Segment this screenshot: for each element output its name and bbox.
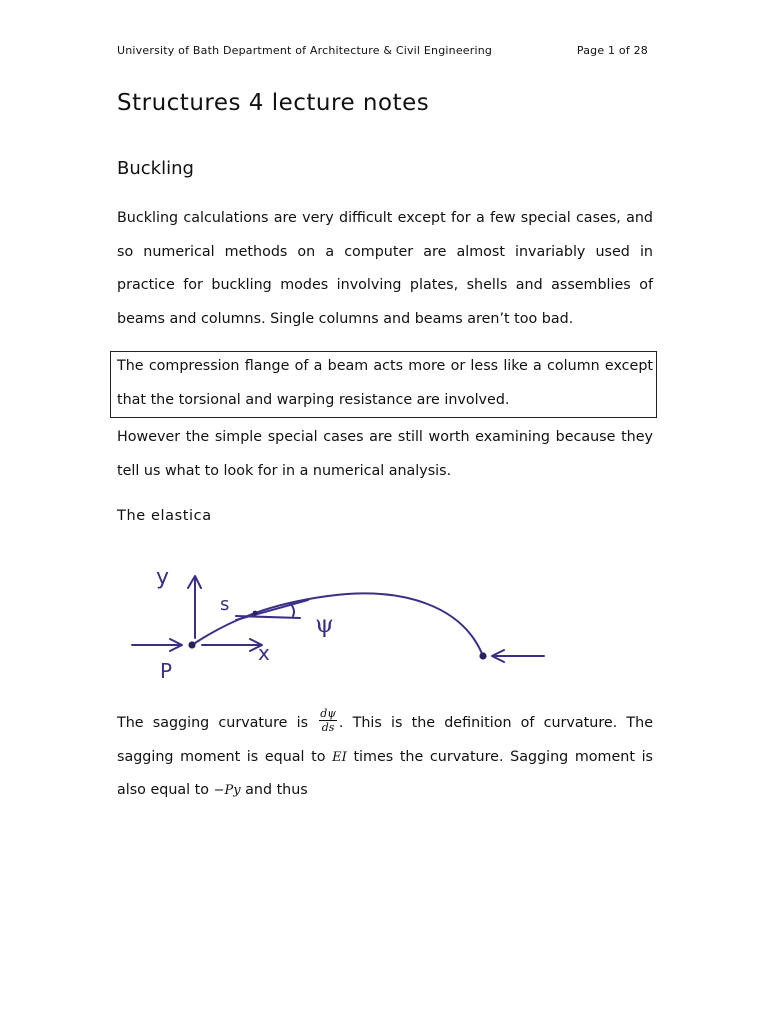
dpsi-ds-fraction (319, 707, 337, 734)
document-title: Structures 4 lecture notes (117, 90, 430, 116)
boxed-note-text: The compression flange of a beam acts more or less like a column except that the torsional and warping resistance are involved. (117, 358, 653, 408)
y-axis-arrow (188, 576, 201, 638)
elastica-curve (192, 594, 483, 657)
elastica-sketch (118, 546, 558, 686)
fraction-denominator: ds (321, 720, 335, 734)
right-load-arrow (492, 650, 544, 662)
section-heading: Buckling (117, 158, 194, 179)
right-end-point (479, 652, 486, 659)
boxed-note (110, 351, 657, 418)
paragraph-intro: Buckling calculations are very difficult except for a few special cases, and so numerical methods on a computer are almost invariably used in practice for buckling modes involving plates, shells and assemblies of beams and columns. Single columns and beams aren’t too bad. (117, 210, 653, 327)
label-p: P (160, 659, 173, 683)
curvature-text-3: times the curvature. Sagging moment is also equal to (117, 748, 654, 798)
subheading-elastica: The elastica (117, 508, 212, 524)
math-ei: EI (332, 749, 347, 765)
left-load-arrow (132, 639, 182, 651)
math-neg-py: −Py (213, 783, 241, 798)
point-s (253, 611, 258, 616)
curvature-text-2: . This is the definition of curvature. The sagging moment is equal to (117, 715, 653, 765)
page-number: Page 1 of 28 (576, 44, 648, 57)
label-y: y (156, 565, 170, 590)
curvature-text-1: The sagging curvature is (117, 715, 309, 731)
label-psi: ψ (315, 610, 334, 638)
header-left-text: University of Bath Department of Architecture & Civil Engineering (117, 44, 493, 57)
x-axis-arrow (202, 639, 262, 651)
page-header (117, 44, 648, 57)
paragraph-curvature (117, 707, 653, 808)
label-x: x (258, 641, 270, 665)
fraction-numerator: dψ (320, 706, 336, 720)
label-s: s (220, 594, 230, 615)
curvature-text-4: and thus (245, 782, 308, 798)
left-end-point (188, 641, 195, 648)
paragraph-special-cases: However the simple special cases are still worth examining because they tell us what to look for in a numerical analysis. (117, 429, 653, 479)
